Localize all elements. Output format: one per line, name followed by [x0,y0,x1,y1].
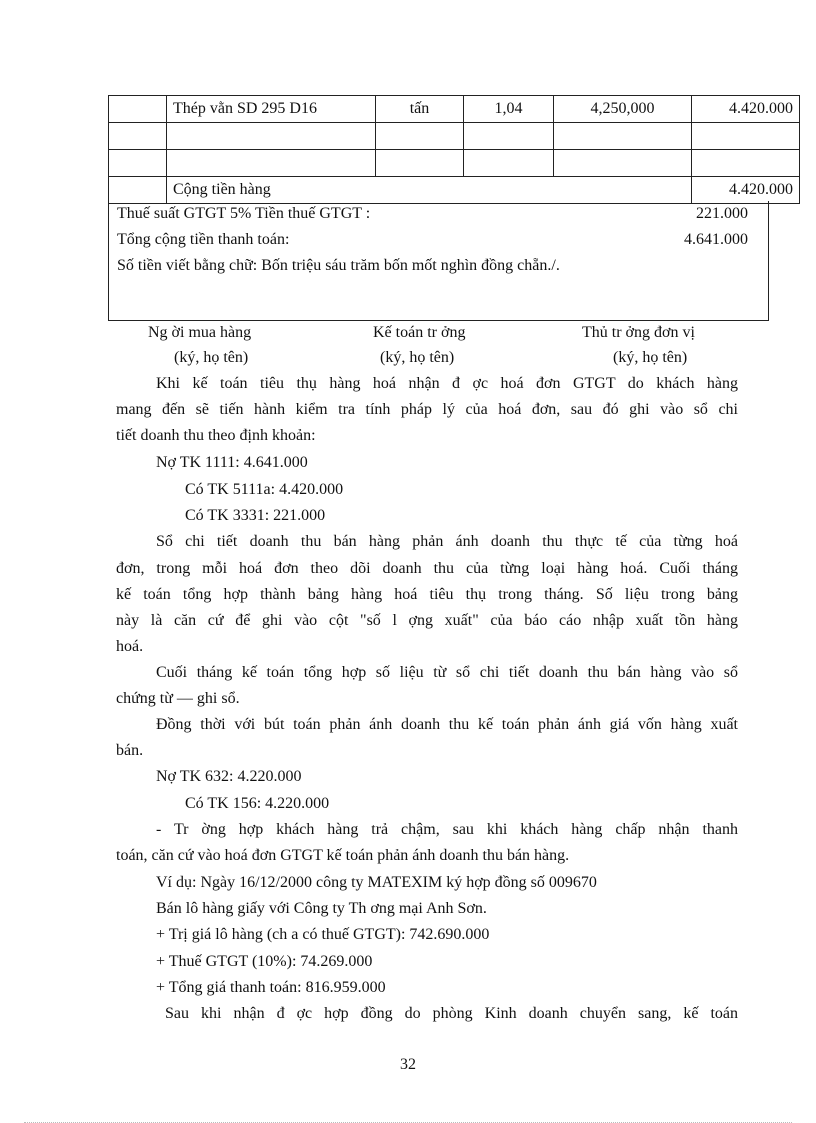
example-line: Bán lô hàng giấy với Công ty Th ơng mại Anh Sơn. [156,900,487,917]
vat-line [117,201,748,227]
item-name-cell: Thép vằn SD 295 D16 [167,96,376,123]
accountant-signature-title: Kế toán tr ởng [373,324,466,341]
paragraph-line: đơn, trong mỗi hoá đơn theo dõi doanh thu của từng loại hàng hoá. Cuối tháng [116,560,738,577]
paragraph-line: toán, căn cứ vào hoá đơn GTGT kế toán phản ánh doanh thu bán hàng. [116,847,570,864]
paragraph-line: Đồng thời với bút toán phản ánh doanh thu kế toán phản ánh giá vốn hàng xuất [156,716,738,733]
unit-cell: tấn [376,96,464,123]
table-cell [464,150,554,177]
total-line [117,227,748,253]
paragraph-line: Cuối tháng kế toán tổng hợp số liệu từ sổ chi tiết doanh thu bán hàng vào sổ [156,664,738,681]
example-line: + Thuế GTGT (10%): 74.269.000 [156,953,373,970]
paragraph-line: mang đến sẽ tiến hành kiểm tra tính pháp lý của hoá đơn, sau đó ghi vào sổ chi [116,401,738,418]
table-cell [464,123,554,150]
total-value: 4.641.000 [684,231,748,248]
table-cell [167,123,376,150]
table-cell [109,177,167,204]
paragraph-line: Khi kế toán tiêu thụ hàng hoá nhận đ ợc hoá đơn GTGT do khách hàng [156,375,738,392]
table-cell [376,150,464,177]
subtotal-value: 4.420.000 [692,177,800,204]
vat-label: Thuế suất GTGT 5% Tiền thuế GTGT : [117,205,371,222]
journal-entry: Có TK 3331: 221.000 [185,507,326,524]
journal-entry: Nợ TK 1111: 4.641.000 [156,454,308,471]
paragraph-line: - Tr ờng hợp khách hàng trả chậm, sau khi khách hàng chấp nhận thanh [156,821,738,838]
vat-value: 221.000 [696,205,748,222]
table-cell [554,150,692,177]
paragraph-line: Sau khi nhận đ ợc hợp đồng do phòng Kinh doanh chuyển sang, kế toán [165,1005,738,1022]
amount-in-words: Số tiền viết bằng chữ: Bốn triệu sáu trăm bốn mốt nghìn đồng chẵn./. [117,257,560,274]
paragraph-line: Sổ chi tiết doanh thu bán hàng phản ánh doanh thu thực tế của từng hoá [156,533,738,550]
table-cell [109,123,167,150]
example-line: + Trị giá lô hàng (ch a có thuế GTGT): 742.690.000 [156,926,490,943]
paragraph-line: kế toán tổng hợp thành bảng hàng hoá tiêu thụ trong tháng. Số liệu trong bảng [116,586,738,603]
paragraph-line: hoá. [116,638,144,655]
subtotal-label: Cộng tiền hàng [167,177,692,204]
accountant-signature-note: (ký, họ tên) [380,349,455,366]
unit-price-cell: 4,250,000 [554,96,692,123]
paragraph-line: bán. [116,742,144,759]
table-row [109,123,800,150]
paragraph-line: tiết doanh thu theo định khoản: [116,427,316,444]
signature-notes [108,345,769,371]
table-cell [376,123,464,150]
table-cell [167,150,376,177]
subtotal-row [109,177,800,204]
page-number: 32 [400,1056,416,1073]
table-cell [109,96,167,123]
table-cell [109,150,167,177]
table-row [109,150,800,177]
paragraph-line: chứng từ — ghi sổ. [116,690,240,707]
example-line: Ví dụ: Ngày 16/12/2000 công ty MATEXIM ký hợp đồng số 009670 [156,874,597,891]
journal-entry: Nợ TK 632: 4.220.000 [156,768,302,785]
example-line: + Tổng giá thanh toán: 816.959.000 [156,979,386,996]
journal-entry: Có TK 5111a: 4.420.000 [185,481,344,498]
invoice-table [108,95,800,204]
table-cell [692,123,800,150]
invoice-summary-box [108,201,769,321]
table-row [109,96,800,123]
head-signature-note: (ký, họ tên) [613,349,688,366]
buyer-signature-note: (ký, họ tên) [174,349,249,366]
quantity-cell: 1,04 [464,96,554,123]
table-cell [692,150,800,177]
amount-cell: 4.420.000 [692,96,800,123]
buyer-signature-title: Ng ời mua hàng [148,324,252,341]
head-signature-title: Thủ tr ởng đơn vị [582,324,695,341]
signature-titles [108,320,769,346]
journal-entry: Có TK 156: 4.220.000 [185,795,330,812]
table-cell [554,123,692,150]
total-label: Tổng cộng tiền thanh toán: [117,231,290,248]
paragraph-line: này là căn cứ để ghi vào cột "số l ợng xuất" của báo cáo nhập xuất tồn hàng [116,612,738,629]
